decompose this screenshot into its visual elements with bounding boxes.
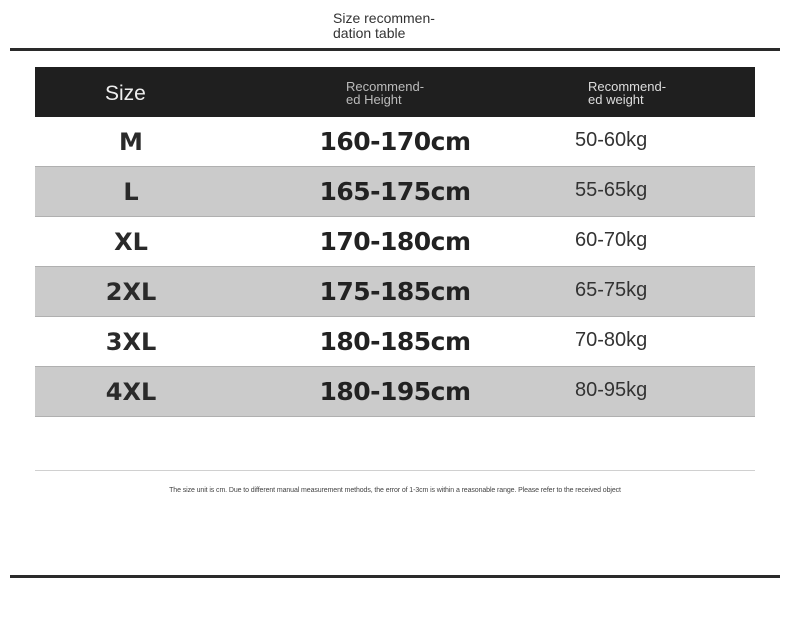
cell-height: 160-170cm <box>319 127 471 156</box>
cell-weight: 80-95kg <box>575 379 648 401</box>
page-title: Size recommen- dation table <box>333 10 435 41</box>
top-divider <box>10 48 780 51</box>
cell-size: M <box>119 128 143 156</box>
measurement-note: The size unit is cm. Due to different manual measurement methods, the error of 1-3cm is within a reasonable range. Please refer to the received object <box>169 487 621 494</box>
note-divider <box>35 470 755 471</box>
table-row <box>35 167 755 217</box>
table-row <box>35 317 755 367</box>
cell-size: XL <box>114 228 148 256</box>
cell-weight: 65-75kg <box>575 279 648 301</box>
table-header <box>35 67 755 117</box>
cell-height: 180-185cm <box>319 327 471 356</box>
cell-size: 2XL <box>105 278 157 306</box>
table-row <box>35 117 755 167</box>
cell-height: 165-175cm <box>319 177 471 206</box>
cell-height: 170-180cm <box>319 227 471 256</box>
cell-height: 175-185cm <box>319 277 471 306</box>
cell-size: 3XL <box>105 328 157 356</box>
table-row <box>35 367 755 417</box>
cell-height: 180-195cm <box>319 377 471 406</box>
bottom-divider <box>10 575 780 578</box>
table-row <box>35 217 755 267</box>
header-size: Size <box>105 82 146 105</box>
cell-weight: 50-60kg <box>575 129 648 151</box>
header-weight: Recommend- ed weight <box>588 79 667 107</box>
cell-weight: 55-65kg <box>575 179 648 201</box>
header-height: Recommend- ed Height <box>346 79 425 107</box>
table-row <box>35 267 755 317</box>
cell-weight: 70-80kg <box>575 329 648 351</box>
cell-size: 4XL <box>105 378 157 406</box>
cell-size: L <box>123 178 139 206</box>
cell-weight: 60-70kg <box>575 229 648 251</box>
size-table <box>35 67 755 417</box>
